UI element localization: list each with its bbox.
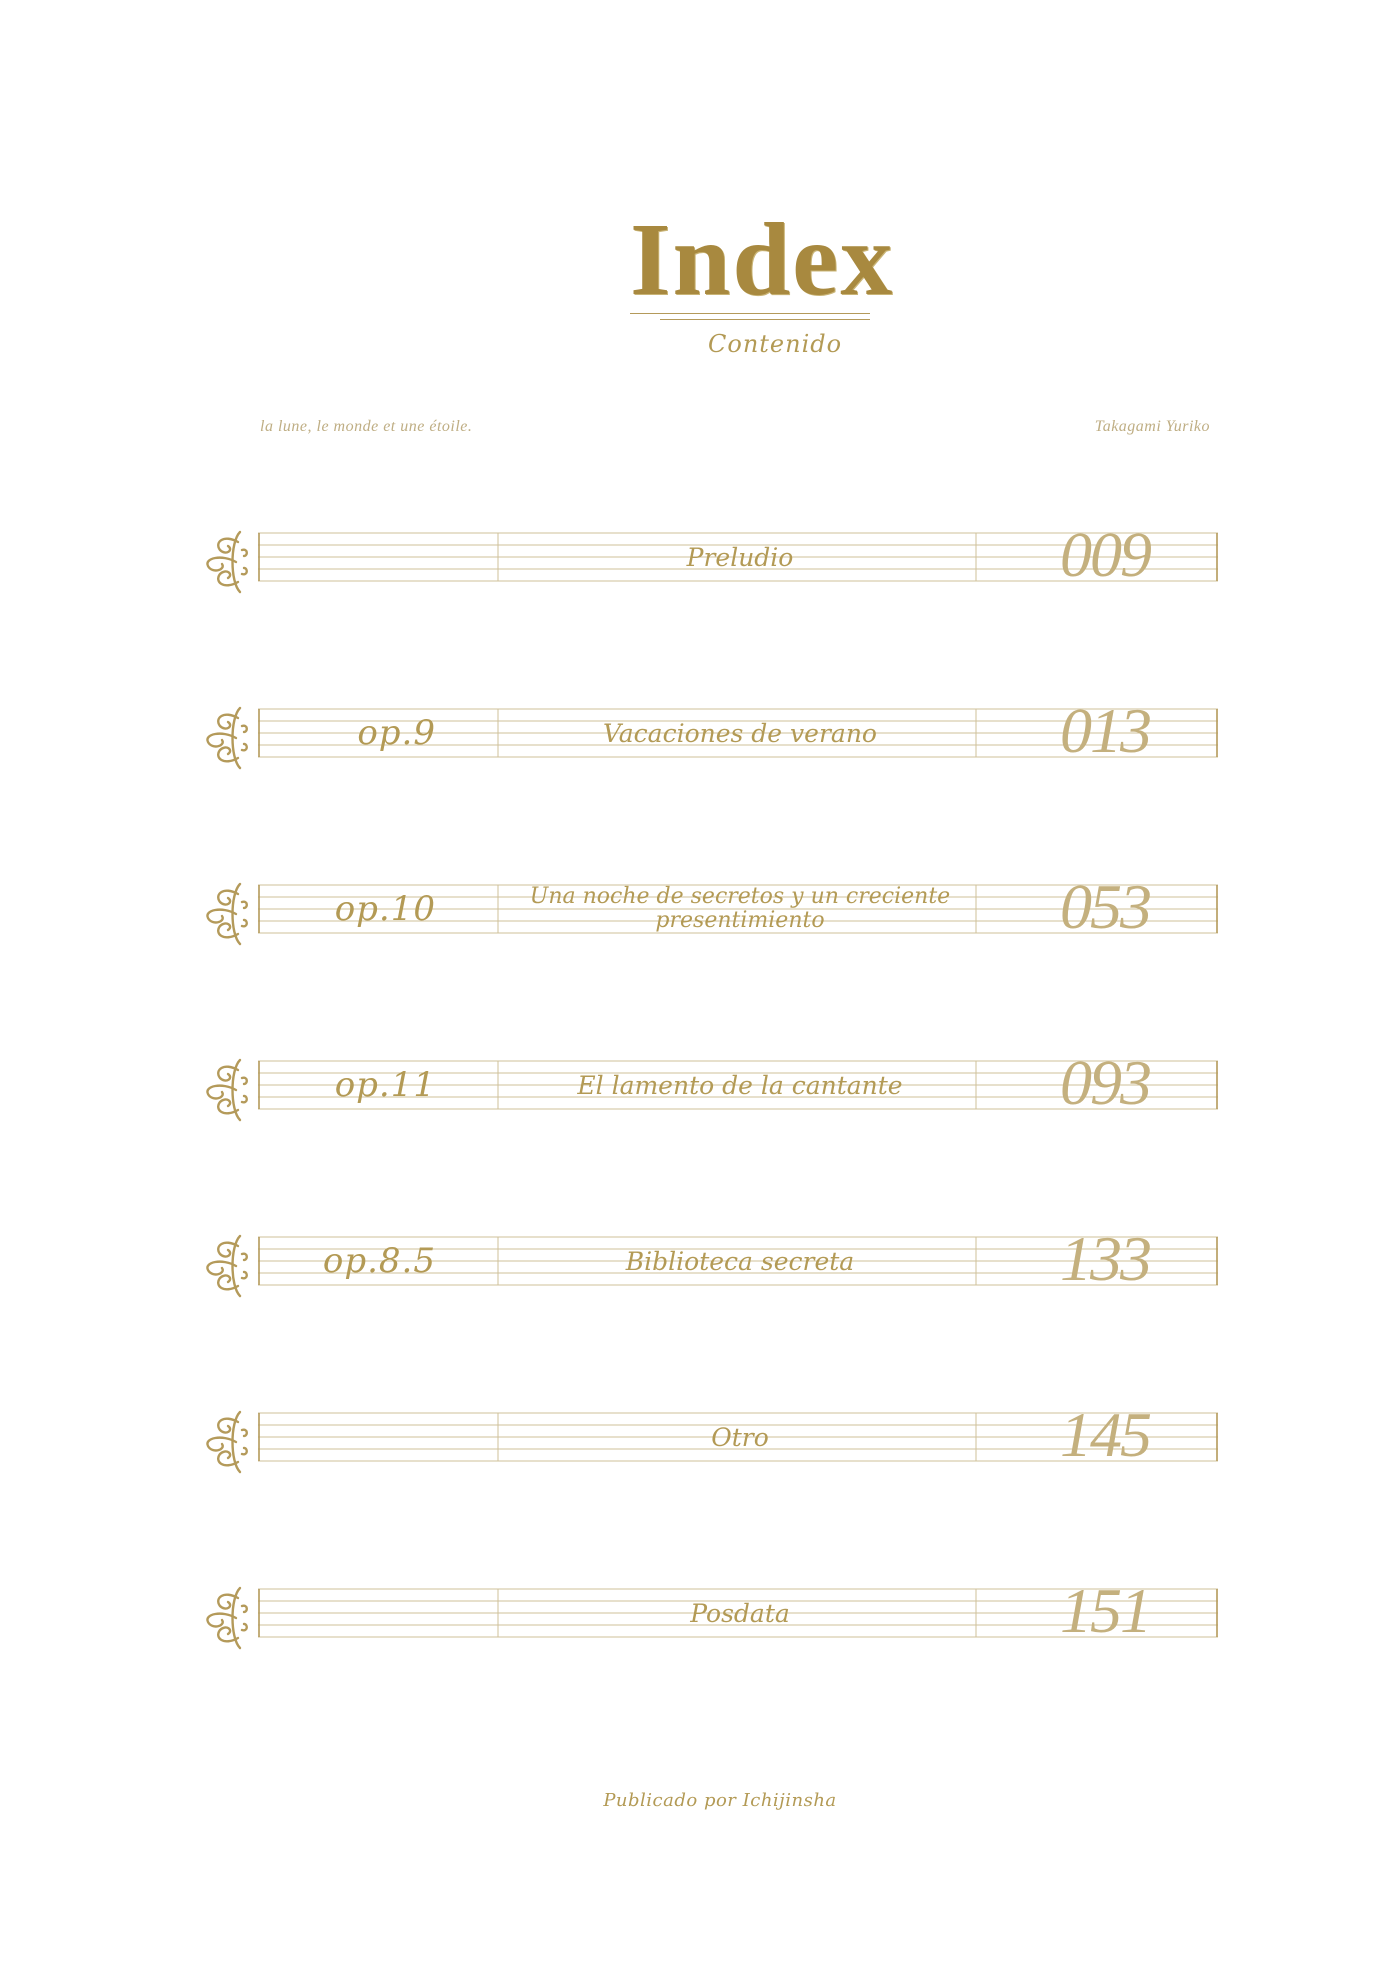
fleur-clef-icon [200,880,252,948]
toc-opus: op.11 [334,1065,436,1105]
title-block [600,202,895,375]
toc-row[interactable] [200,872,1220,972]
toc-opus [258,520,436,594]
fleur-clef-icon [200,704,252,772]
page-title: Index [630,202,895,317]
fleur-clef-icon [200,1408,252,1476]
toc-row[interactable] [200,1400,1220,1500]
title-underline-secondary [660,319,870,320]
toc-opus: op.8.5 [322,1241,436,1281]
fleur-clef-icon [200,1232,252,1300]
author-name: Takagami Yuriko [1094,418,1210,435]
toc-chapter-title: El lamento de la cantante [577,1070,903,1100]
toc-page-number: 053 [1060,871,1150,942]
toc-page-number: 151 [1060,1575,1150,1646]
toc-row[interactable] [200,1048,1220,1148]
page-subtitle: Contenido [708,330,843,358]
fleur-clef-icon [200,1056,252,1124]
toc-chapter-title: Posdata [690,1598,790,1628]
fleur-clef-icon [200,528,252,596]
fleur-clef-icon [200,1584,252,1652]
toc-opus [258,1400,436,1474]
toc-chapter-title: Una noche de secretos y un creciente presentimiento [529,884,951,933]
toc-page-number: 145 [1060,1399,1150,1470]
toc-opus [258,1576,436,1650]
toc-opus: op.10 [334,889,436,929]
series-tagline: la lune, le monde et une étoile. [260,418,473,435]
toc-chapter-title: Biblioteca secreta [625,1246,855,1276]
toc-page-number: 009 [1060,519,1150,590]
title-underline [630,313,870,314]
publisher-credit: Publicado por Ichijinsha [603,1790,837,1811]
toc-page-number: 013 [1060,695,1150,766]
toc-row[interactable] [200,520,1220,620]
toc-opus: op.9 [357,713,436,753]
toc-chapter-title: Otro [711,1422,769,1452]
toc-page-number: 133 [1060,1223,1150,1294]
toc-row[interactable] [200,1576,1220,1676]
toc-page-number: 093 [1060,1047,1150,1118]
toc-chapter-title: Preludio [686,542,794,572]
toc-row[interactable] [200,1224,1220,1324]
toc-chapter-title: Vacaciones de verano [603,718,877,748]
toc-row[interactable] [200,696,1220,796]
